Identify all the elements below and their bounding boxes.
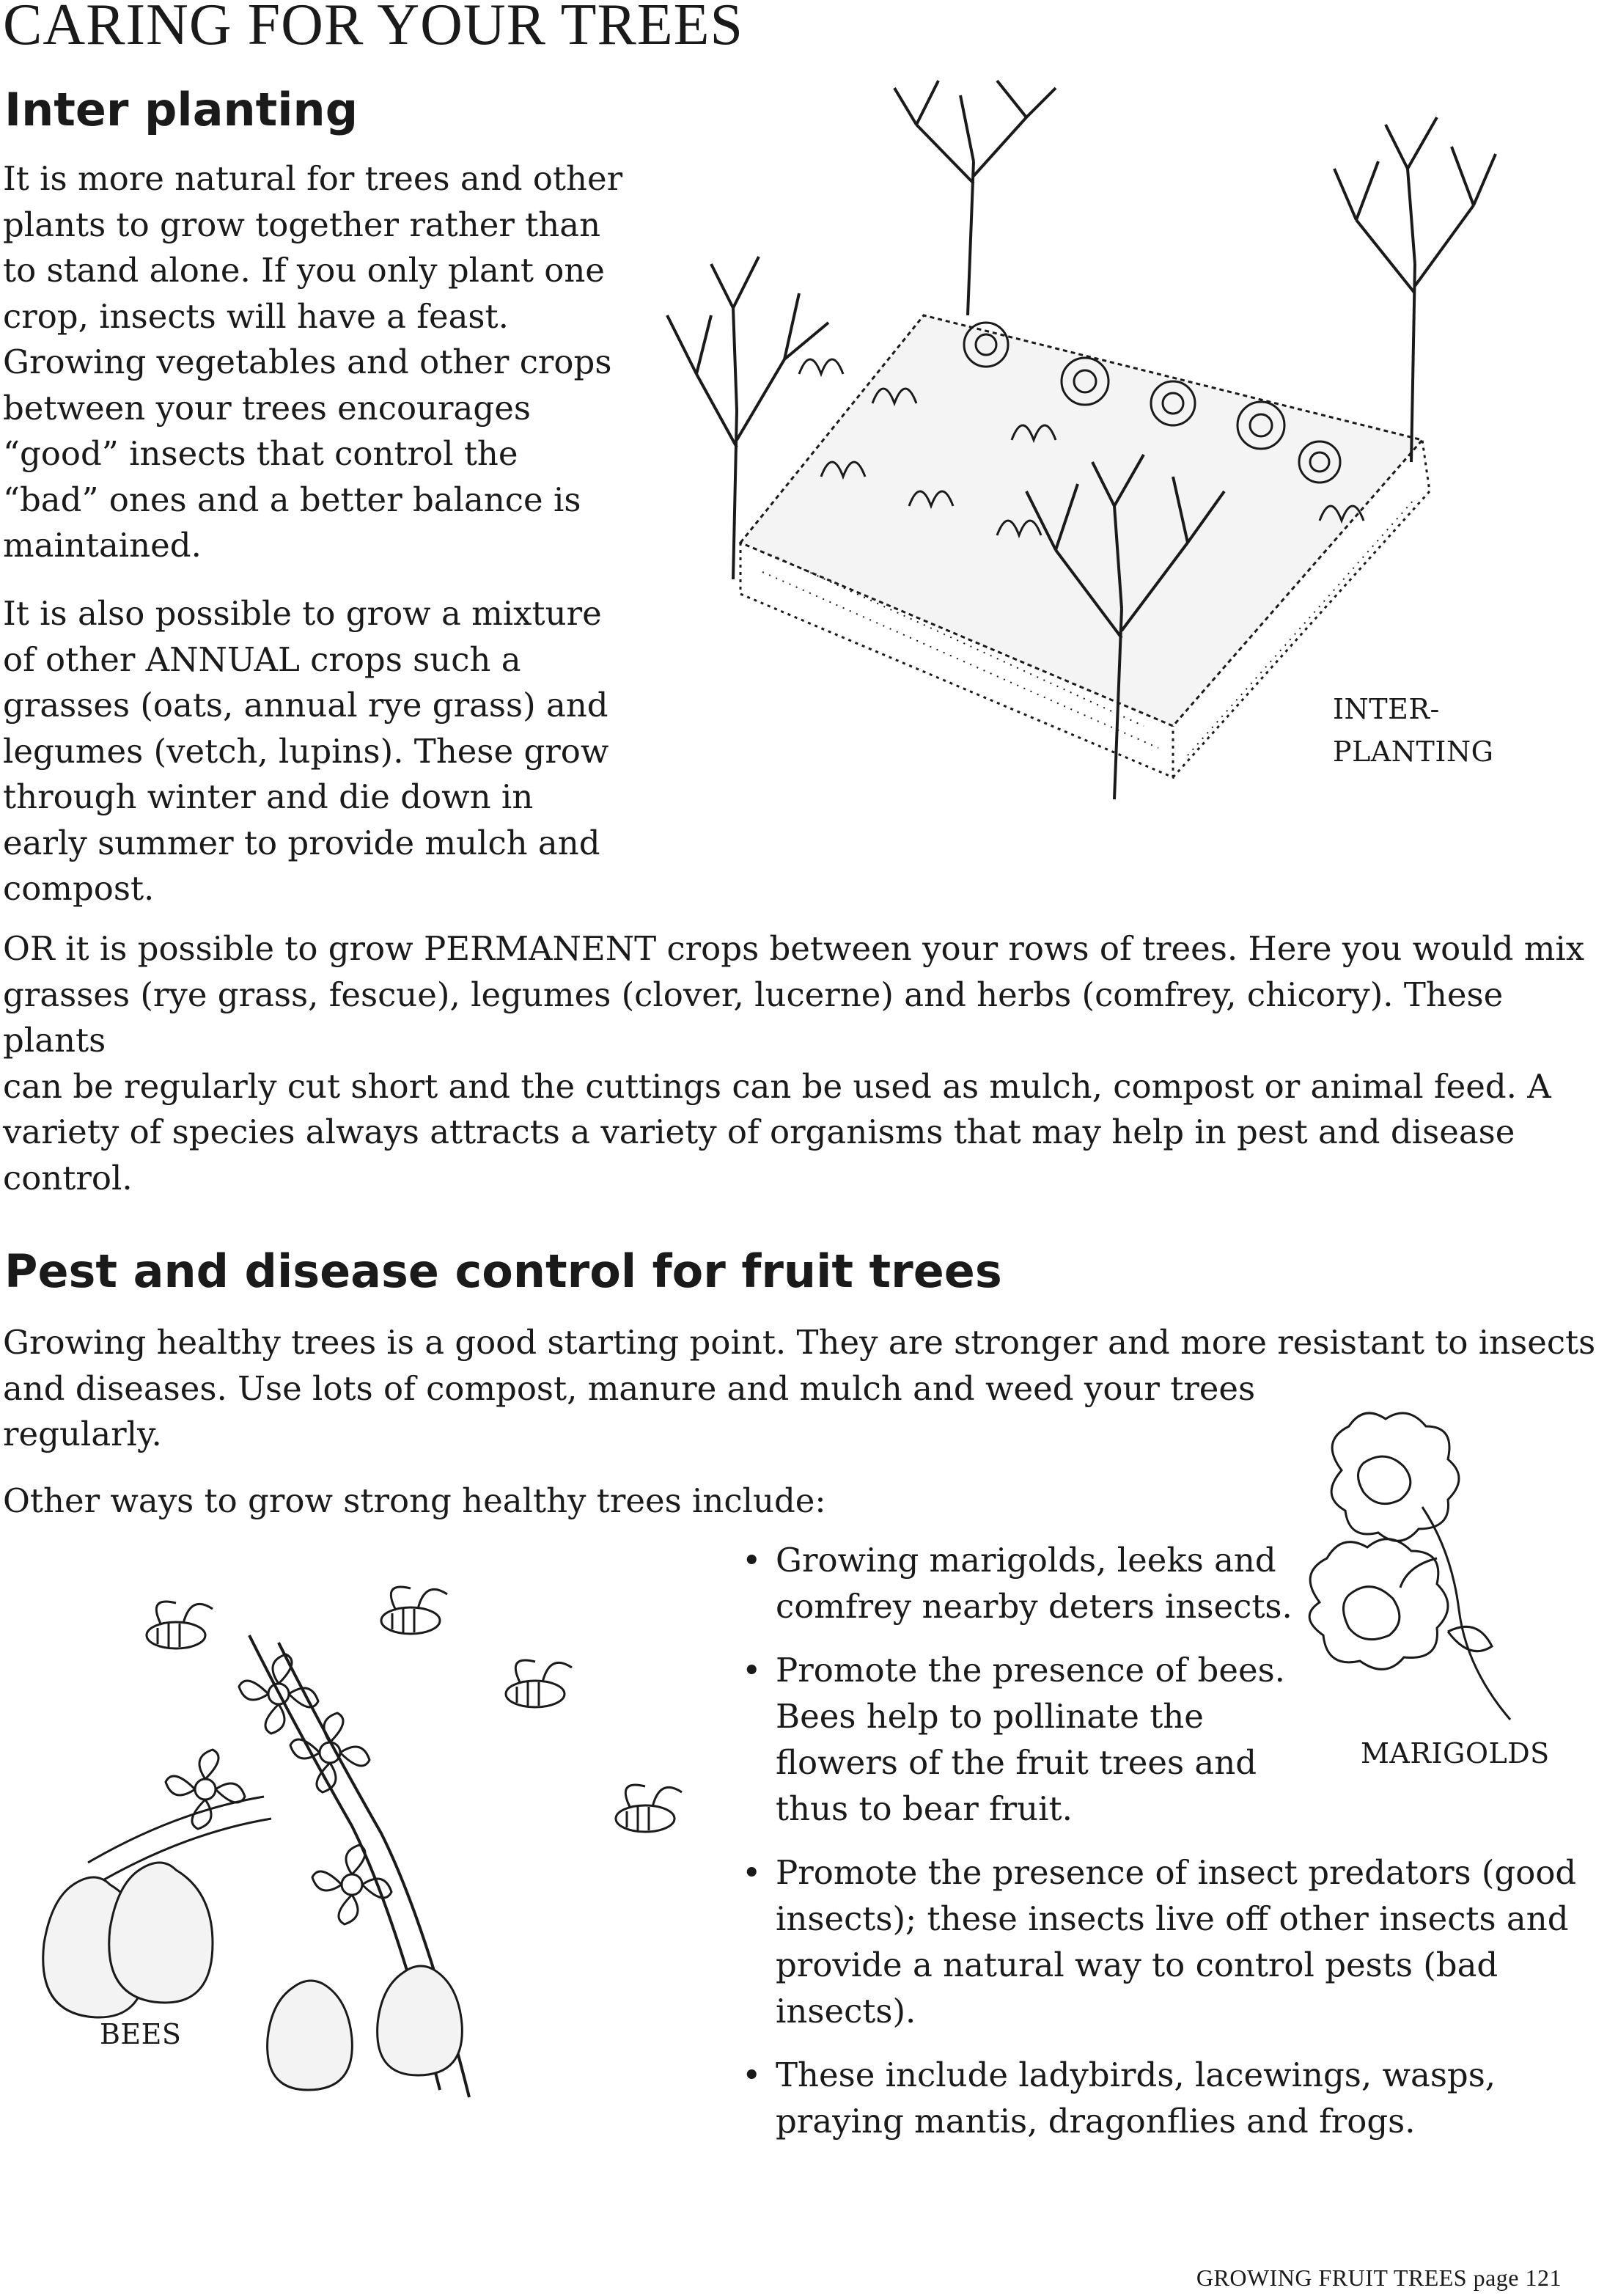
text-line: control. (3, 1158, 133, 1197)
text-line: Growing healthy trees is a good starting point. They are stronger and more resistant to insects (3, 1323, 1596, 1362)
text-line: It is also possible to grow a mixture (3, 594, 602, 633)
bullet-icon: • (742, 1541, 762, 1580)
text-line: Bees help to pollinate the (776, 1697, 1204, 1736)
list-item (742, 1647, 1585, 1832)
text-line: through winter and die down in (3, 777, 534, 816)
paragraph-inter-planting-intro (3, 156, 622, 569)
text-line: These include ladybirds, lacewings, wasps, (776, 2055, 1496, 2094)
text-line: maintained. (3, 526, 202, 565)
text-line: between your trees encourages (3, 388, 531, 428)
text-line: It is more natural for trees and other (3, 159, 623, 198)
text-line: Promote the presence of bees. (776, 1651, 1285, 1690)
text-line: Growing marigolds, leeks and (776, 1541, 1276, 1580)
text-line: legumes (vetch, lupins). These grow (3, 731, 609, 771)
paragraph-permanent-crops (3, 926, 1607, 1201)
caption-bees: BEES (100, 2018, 182, 2050)
text-line: grasses (rye grass, fescue), legumes (clover, lucerne) and herbs (comfrey, chicory). These plants (3, 975, 1504, 1060)
bullet-icon: • (742, 1853, 762, 1892)
text-line: “good” insects that control the (3, 434, 518, 473)
page-title: CARING FOR YOUR TREES (3, 0, 744, 57)
text-line: grasses (oats, annual rye grass) and (3, 686, 608, 725)
page-footer: GROWING FRUIT TREES page 121 (1196, 2264, 1562, 2291)
text-line: regularly. (3, 1415, 162, 1453)
text-line: can be regularly cut short and the cuttings can be used as mulch, compost or animal feed. A (3, 1066, 1551, 1106)
bullet-icon: • (742, 2055, 762, 2094)
text-line: provide a natural way to control pests (bad (776, 1945, 1498, 1984)
bullet-icon: • (742, 1651, 762, 1690)
text-line: to stand alone. If you only plant one (3, 251, 605, 290)
text-line: of other ANNUAL crops such a (3, 639, 521, 679)
text-line: compost. (3, 869, 155, 908)
text-line: comfrey nearby deters insects. (776, 1587, 1292, 1626)
text-line: thus to bear fruit. (776, 1789, 1073, 1828)
list-item (742, 2052, 1585, 2144)
caption-line: PLANTING (1333, 736, 1494, 768)
text-line: variety of species always attracts a variety of organisms that may help in pest and disease (3, 1112, 1515, 1151)
list-item (742, 1537, 1585, 1629)
text-line: Growing vegetables and other crops (3, 342, 612, 381)
list-item (742, 1849, 1585, 2034)
section-heading-inter-planting: Inter planting (4, 83, 358, 136)
text-line: insects); these insects live off other insects and (776, 1899, 1569, 1938)
tips-bullet-list (742, 1537, 1585, 2162)
text-line: flowers of the fruit trees and (776, 1743, 1257, 1782)
text-line: Promote the presence of insect predators (good (776, 1853, 1577, 1892)
caption-line: INTER- (1333, 693, 1440, 725)
text-line: and diseases. Use lots of compost, manure and mulch and weed your trees (3, 1368, 1256, 1408)
section-heading-pest-control: Pest and disease control for fruit trees (4, 1244, 1002, 1298)
caption-marigolds: MARIGOLDS (1361, 1737, 1550, 1769)
paragraph-annual-crops (3, 591, 608, 912)
text-line: OR it is possible to grow PERMANENT crops between your rows of trees. Here you would mix (3, 929, 1585, 968)
paragraph-other-ways: Other ways to grow strong healthy trees include: (3, 1481, 826, 1520)
text-line: crop, insects will have a feast. (3, 296, 509, 336)
caption-interplanting (1333, 688, 1493, 773)
text-line: “bad” ones and a better balance is (3, 480, 581, 519)
text-line: praying mantis, dragonflies and frogs. (776, 2102, 1416, 2141)
text-line: plants to grow together rather than (3, 205, 601, 244)
text-line: insects). (776, 1992, 916, 2031)
text-line: early summer to provide mulch and (3, 823, 600, 862)
